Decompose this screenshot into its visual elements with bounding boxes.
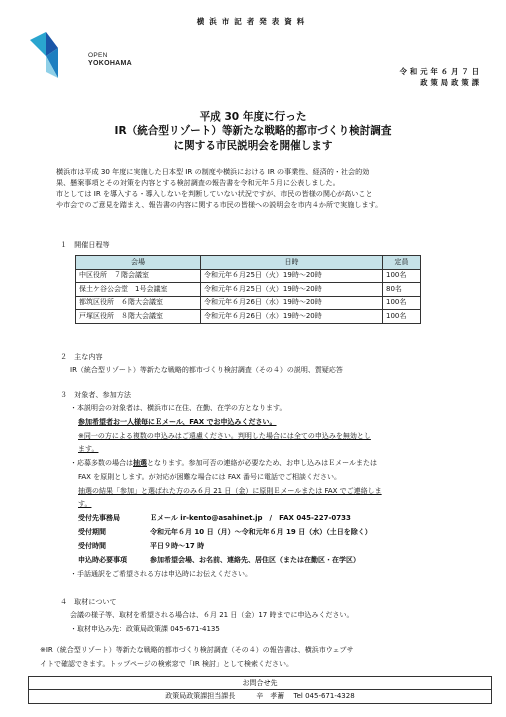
section4-heading: ４ 取材について [60,597,117,606]
table-row: 都筑区役所 ６階大会議室 令和元年６月26日（水）19時～20時 100名 [76,296,421,310]
press-contact: ・取材申込み先：政策局政策課 045-671-4135 [70,625,220,633]
sign-language-note: ・手話通訳をご希望される方は申込時にお伝えください。 [70,570,252,578]
section2-heading: ２ 主な内容 [60,352,103,361]
report-note-cont: イトで確認できます。トップページの検索窓で「IR 検討」として検索ください。 [40,660,293,668]
table-row: 中区役所 ７階会議室 令和元年６月25日（火）19時～20時 100名 [76,269,421,283]
logo-text: OPEN YOKOHAMA [88,52,133,67]
period-value: 令和元年６月 10 日（月）～令和元年６月 19 日（水）（土日を除く） [150,528,372,536]
page-title: 平成 30 年度に行った IR（統合型リゾート）等新たな戦略的都市づくり検討調査 に関する市民説明会を開催します [114,111,392,152]
contact-box [28,676,492,704]
table-row: 戸塚区役所 ８階大会議室 令和元年６月26日（水）19時～20時 100名 [76,310,421,324]
office-label: 受付先事務局 [78,514,120,522]
section2-body: IR（統合型リゾート）等新たな戦略的都市づくり検討調査（その４）の説明、質疑応答 [70,366,343,374]
intro-text: 横浜市は平成 30 年度に実施した日本型 IR の制度や横浜における IR の事業性、経済的・社会的効 果、懸案事項とその対策を内容とする検討調査の報告書を令和元年５月に公表しました。 市としては IR を導入する・導入しないを判断していない状況ですが、市民の皆様の関心が高いこと や市会でのご意見を踏まえ、報告書の内容に関する市民の皆様への説明会を市内４か所で実施します。 [56,167,383,209]
report-note: ※IR（統合型リゾート）等新たな戦略的都市づくり検討調査（その４）の報告書は、横浜市ウェブサ [40,646,354,654]
section1-heading: １ 開催日程等 [60,240,110,249]
contact-line: 政策局政策課担当課長 辛 孝蓄 Tel 045-671-4328 [165,692,355,700]
column-header: 日時 [201,256,383,270]
release-meta [400,66,482,89]
schedule-table [75,255,421,324]
required-value: 参加希望会場、お名前、連絡先、居住区（または在勤区・在学区） [150,556,360,564]
lottery-result-text: 抽選の結果「参加」と選ばれた方のみ６月 21 日（金）に原則Ｅメールまたは FAX でご連絡しま [78,487,382,495]
application-note: 参加希望者お一人様毎にＥメール、FAX でお申込みください。 [78,418,277,426]
column-header: 会場 [76,256,201,270]
table-row: 保土ケ谷公会堂 1号会議室 令和元年６月25日（火）19時～20時 80名 [76,283,421,297]
release-department: 政策局政策課 [420,78,482,88]
fax-text: FAX を原則とします。が対応が困難な場合には FAX 番号に電話でご相談ください。 [78,473,342,481]
hours-value: 平日９時～17 時 [150,542,205,550]
lottery-result-text-cont: す。 [78,500,92,508]
column-header: 定員 [383,256,421,270]
office-value: Ｅメール ir-kento@asahinet.jp / FAX 045-227-0733 [150,514,351,522]
duplicate-warning-cont: ます。 [78,445,99,453]
press-release-heading: 横浜市記者発表資料 [196,17,310,26]
table-header-row [76,256,421,270]
press-coverage-text: 会議の様子等、取材を希望される場合は、６月 21 日（金）17 時までに申込みください。 [70,611,354,619]
lottery-text: ・応募多数の場合は抽選となります。参加可否の連絡が必要なため、お申し込みはＥメールまたは [70,459,378,467]
duplicate-warning: ※同一の方による複数の申込みはご遠慮ください。判明した場合には全ての申込みを無効とし [78,432,371,440]
required-label: 申込時必要事項 [78,556,127,564]
hours-label: 受付時間 [78,542,106,550]
contact-heading: お問合せ先 [29,677,491,690]
eligibility-text: ・本説明会の対象者は、横浜市に在住、在勤、在学の方となります。 [70,404,287,412]
release-date: 令和元年６月７日 [399,67,482,76]
section3-heading: ３ 対象者、参加方法 [60,390,131,399]
period-label: 受付期間 [78,528,106,536]
